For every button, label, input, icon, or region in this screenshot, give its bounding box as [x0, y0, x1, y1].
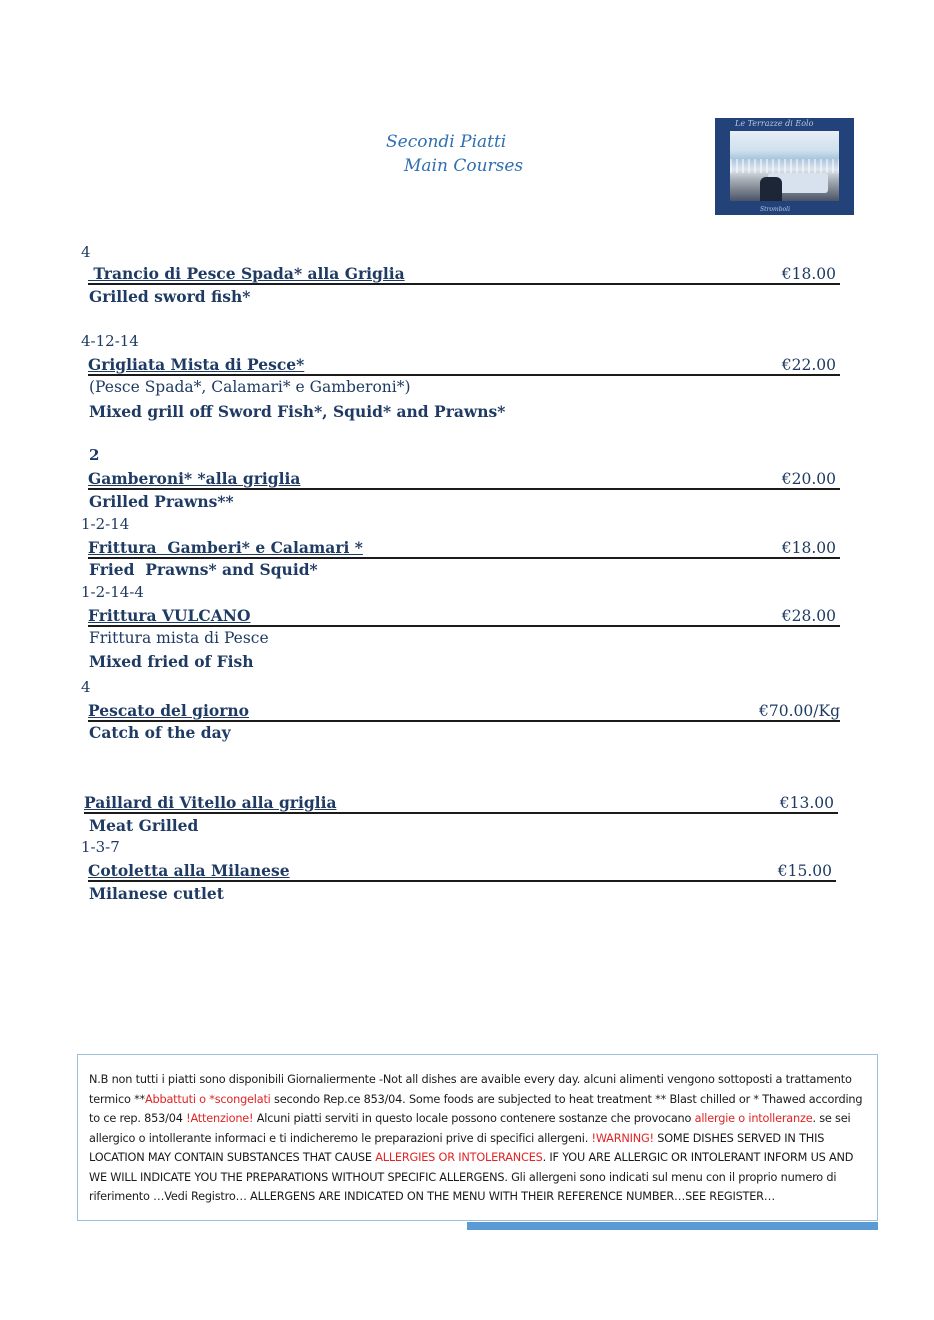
dish-price: €15.00: [777, 862, 832, 880]
terrace-image: [730, 131, 839, 201]
dish-description: Mixed grill off Sword Fish*, Squid* and Prawns*: [89, 402, 506, 421]
dish-price: €13.00: [779, 794, 834, 812]
notice-text: SOME DISHES SERVED IN THIS LOCATION MAY CONTAIN SUBSTANCES THAT CAUSE: [89, 1131, 825, 1164]
notice-highlight: ALLERGIES OR INTOLERANCES: [375, 1151, 543, 1164]
allergen-codes: 1-2-14: [81, 515, 130, 533]
menu-item: [88, 535, 840, 559]
notice-text: . IF YOU ARE ALLERGIC OR INTOLERANT INFORM US AND WE WILL INDICATE YOU THE PREPARATIONS WITHOUT SPECIFIC ALLERGENS. Gli allergeni sono indicati sul menu con il proprio numero di riferimento …Vedi Registro… ALLERGENS ARE INDICATED ON THE MENU WITH THEIR REFERENCE NUMBER…SEE REGISTER…: [89, 1151, 854, 1203]
dish-name: Grigliata Mista di Pesce*: [88, 355, 305, 374]
allergen-codes: 1-3-7: [81, 838, 120, 856]
dish-description: Catch of the day: [89, 723, 231, 742]
menu-item: [88, 466, 840, 490]
title-english: Main Courses: [404, 156, 524, 176]
notice-text: secondo Rep.ce 853/04. Some foods are subjected to heat treatment ** Blast chilled or * Thawed according to ce rep. 853/04: [89, 1092, 863, 1125]
notice-highlight: !Attenzione!: [186, 1112, 254, 1125]
dish-name: Paillard di Vitello alla griglia: [84, 793, 337, 812]
dish-name: Trancio di Pesce Spada* alla Griglia: [88, 264, 405, 283]
dish-price: €70.00/Kg: [759, 702, 840, 720]
allergen-codes: 2: [89, 446, 100, 464]
menu-item: [88, 261, 840, 285]
dish-name: Pescato del giorno: [88, 701, 250, 720]
notice-text: Alcuni piatti serviti in questo locale possono contenere sostanze che provocano: [253, 1112, 695, 1125]
menu-item: [88, 352, 840, 376]
menu-item: [88, 698, 840, 722]
dish-name: Cotoletta alla Milanese: [88, 861, 290, 880]
dish-price: €20.00: [781, 470, 836, 488]
notice-text: . se sei allergico o intollerante informaci e ti indicheremo le preparazioni prive di specifici allergeni.: [89, 1112, 851, 1145]
dish-price: €18.00: [781, 265, 836, 283]
title-italian: Secondi Piatti: [386, 132, 507, 152]
dish-name: Frittura VULCANO: [88, 606, 251, 625]
menu-item: [88, 858, 836, 882]
dish-description: (Pesce Spada*, Calamari* e Gamberoni*): [89, 378, 411, 396]
photo-caption-top: Le Terrazze di Eolo: [735, 119, 814, 128]
notice-highlight: allergie o intolleranze: [694, 1112, 813, 1125]
chair-decoration: [760, 177, 782, 201]
restaurant-photo: [715, 118, 854, 215]
notice-highlight: !WARNING!: [591, 1131, 654, 1145]
dish-description: Fried Prawns* and Squid*: [89, 560, 318, 579]
dish-price: €28.00: [781, 607, 836, 625]
dish-description: Meat Grilled: [89, 816, 199, 835]
dish-description: Milanese cutlet: [89, 884, 224, 903]
dish-description: Grilled Prawns**: [89, 492, 234, 511]
page-title: [386, 130, 523, 178]
dish-price: €18.00: [781, 539, 836, 557]
dish-price: €22.00: [781, 356, 836, 374]
allergen-codes: 4: [81, 678, 91, 696]
dish-description: Mixed fried of Fish: [89, 652, 254, 671]
allergen-codes: 1-2-14-4: [81, 583, 144, 601]
dish-name: Gamberoni* *alla griglia: [88, 469, 301, 488]
dish-description: Frittura mista di Pesce: [89, 629, 269, 647]
allergen-codes: 4-12-14: [81, 332, 139, 350]
notice-highlight: Abbattuti o *scongelati: [144, 1092, 271, 1106]
notice-text: N.B non tutti i piatti sono disponibili Giornaliermente -Not all dishes are avaible every day. alcuni alimenti vengono sottoposti a trattamento termico **: [89, 1073, 852, 1106]
photo-caption-bottom: Stromboli: [760, 206, 790, 213]
dish-description: Grilled sword fish*: [89, 287, 251, 306]
menu-item: [84, 790, 838, 814]
allergen-codes: 4: [81, 243, 91, 261]
decorative-bar: [467, 1222, 878, 1230]
menu-item: [88, 603, 840, 627]
dish-name: Frittura Gamberi* e Calamari *: [88, 538, 363, 557]
railing-decoration: [730, 159, 839, 173]
allergen-notice: [77, 1054, 878, 1221]
